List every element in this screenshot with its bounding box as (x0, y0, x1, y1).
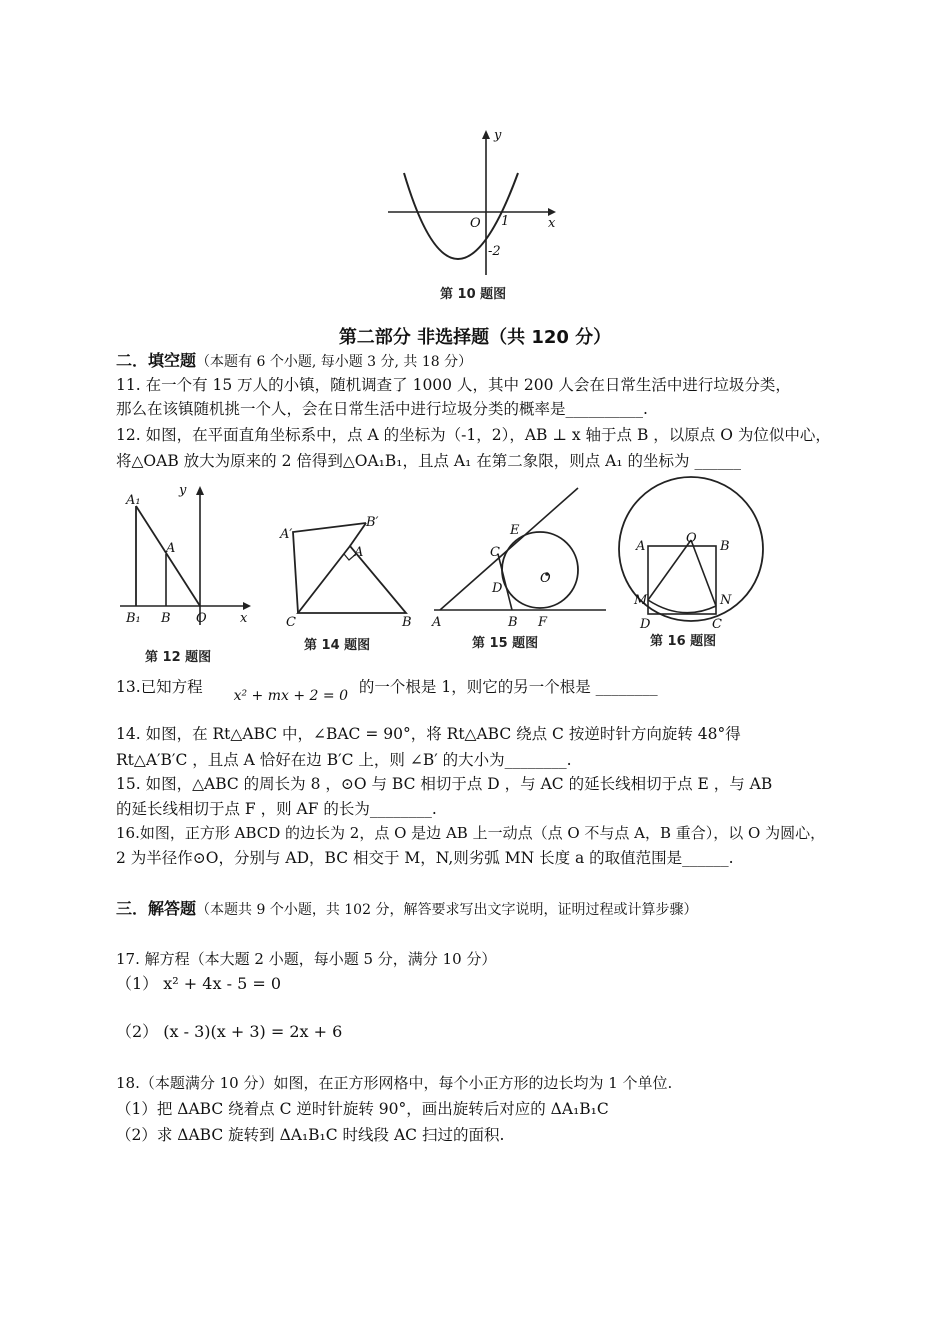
figure-15-graph (430, 484, 608, 630)
fig16-B: B (720, 539, 730, 554)
section2-heading: 二．填空题 (116, 351, 197, 370)
fig16-N: N (720, 593, 732, 608)
fig16-C: C (712, 617, 722, 632)
fig16-D: D (640, 617, 651, 632)
q16-line1: 16.如图，正方形 ABCD 的边长为 2，点 O 是边 AB 上一动点（点 O 不与点 A，B 重合），以 O 为圆心， (116, 824, 826, 842)
fig12-y: y (179, 483, 187, 498)
q12-line1: 12. 如图，在平面直角坐标系中，点 A 的坐标为（-1，2），AB ⊥ x 轴于点 B ，以原点 O 为位似中心， (116, 426, 831, 444)
fig12-A1: A₁ (126, 493, 141, 508)
section3-header (116, 898, 697, 921)
q14-line2: Rt△A′B′C ，且点 A 恰好在边 B′C 上，则 ∠B′ 的大小为________. (116, 751, 572, 769)
q18-part1: （1）把 ΔABC 绕着点 C 逆时针旋转 90°，画出旋转后对应的 ΔA₁B₁C (116, 1100, 609, 1118)
section3-note: （本题共 9 个小题，共 102 分，解答要求写出文字说明，证明过程或计算步骤） (196, 902, 698, 918)
q17-title: 17. 解方程（本大题 2 小题，每小题 5 分，满分 10 分） (116, 950, 497, 968)
figure-15-caption: 第 15 题图 (472, 636, 539, 651)
fig12-x: x (240, 611, 248, 626)
fig15-O: O (540, 571, 551, 586)
figure-16-graph (616, 472, 768, 632)
fig16-A: A (636, 539, 646, 554)
fig14-Ap: A′ (280, 527, 293, 542)
figure-16 (616, 472, 768, 632)
section3-heading: 三．解答题 (116, 899, 197, 918)
figure-10-graph (380, 125, 570, 280)
fig15-F: F (538, 615, 548, 630)
q18-part2: （2）求 ΔABC 旋转到 ΔA₁B₁C 时线段 AC 扫过的面积. (116, 1126, 505, 1144)
figure-12-graph (118, 480, 258, 630)
fig14-B: B (402, 615, 412, 630)
q13-line (116, 676, 658, 704)
q18-title: 18.（本题满分 10 分）如图，在正方形网格中，每个小正方形的边长均为 1 个单位. (116, 1074, 673, 1092)
figure-12-caption: 第 12 题图 (145, 650, 212, 665)
figure-10-caption: 第 10 题图 (440, 287, 507, 302)
fig12-B1: B₁ (126, 611, 141, 626)
fig10-label-1: 1 (501, 214, 510, 229)
q13-equation: x² + mx + 2 = 0 (233, 688, 348, 704)
figure-12 (118, 480, 258, 630)
q15-line2: 的延长线相切于点 F ，则 AF 的长为________. (116, 800, 437, 818)
fig15-C: C (490, 545, 500, 560)
fig15-D: D (492, 581, 503, 596)
q13-prefix: 13.已知方程 (116, 678, 203, 696)
fig10-label-m2: -2 (488, 244, 501, 259)
q17-part1: （1） x² + 4x - 5 = 0 (116, 974, 282, 993)
figure-14-graph (278, 510, 428, 630)
section2-note: （本题有 6 个小题, 每小题 3 分, 共 18 分） (196, 354, 473, 370)
section2-header (116, 350, 472, 373)
figure-15 (430, 484, 608, 630)
fig15-B: B (508, 615, 518, 630)
fig15-E: E (510, 523, 520, 538)
fig16-O: O (686, 531, 697, 546)
fig12-A: A (166, 541, 176, 556)
q11-line2: 那么在该镇随机挑一个人，会在日常生活中进行垃圾分类的概率是__________. (116, 400, 648, 418)
fig14-Bp: B′ (366, 515, 379, 530)
q15-line1: 15. 如图，△ABC 的周长为 8 ，⊙O 与 BC 相切于点 D ，与 AC 的延长线相切于点 E ，与 AB (116, 775, 773, 793)
figure-16-caption: 第 16 题图 (650, 634, 717, 649)
figure-14 (278, 510, 428, 630)
fig10-label-o: O (470, 216, 481, 231)
part2-title: 第二部分 非选择题（共 120 分） (338, 327, 612, 348)
q12-line2: 将△OAB 放大为原来的 2 倍得到△OA₁B₁，且点 A₁ 在第二象限，则点 A₁ 的坐标为 ______ (116, 452, 741, 470)
figure-10 (380, 125, 570, 280)
fig10-label-x: x (548, 216, 556, 231)
q11-line1: 11. 在一个有 15 万人的小镇，随机调查了 1000 人，其中 200 人会在日常生活中进行垃圾分类， (116, 376, 791, 394)
q13-suffix: 的一个根是 1，则它的另一个根是 ________ (358, 678, 658, 696)
fig16-M: M (634, 593, 648, 608)
fig12-O: O (196, 611, 207, 626)
fig12-B: B (161, 611, 171, 626)
fig14-A: A (354, 545, 364, 560)
fig10-label-y: y (494, 128, 502, 143)
q17-part2: （2） (x - 3)(x + 3) = 2x + 6 (116, 1022, 343, 1041)
fig14-C: C (286, 615, 296, 630)
fig15-A: A (432, 615, 442, 630)
q16-line2: 2 为半径作⊙O，分别与 AD，BC 相交于 M，N,则劣弧 MN 长度 a 的取值范围是______. (116, 849, 734, 867)
figure-14-caption: 第 14 题图 (304, 638, 371, 653)
q14-line1: 14. 如图，在 Rt△ABC 中，∠BAC = 90°，将 Rt△ABC 绕点 C 按逆时针方向旋转 48°得 (116, 725, 741, 743)
